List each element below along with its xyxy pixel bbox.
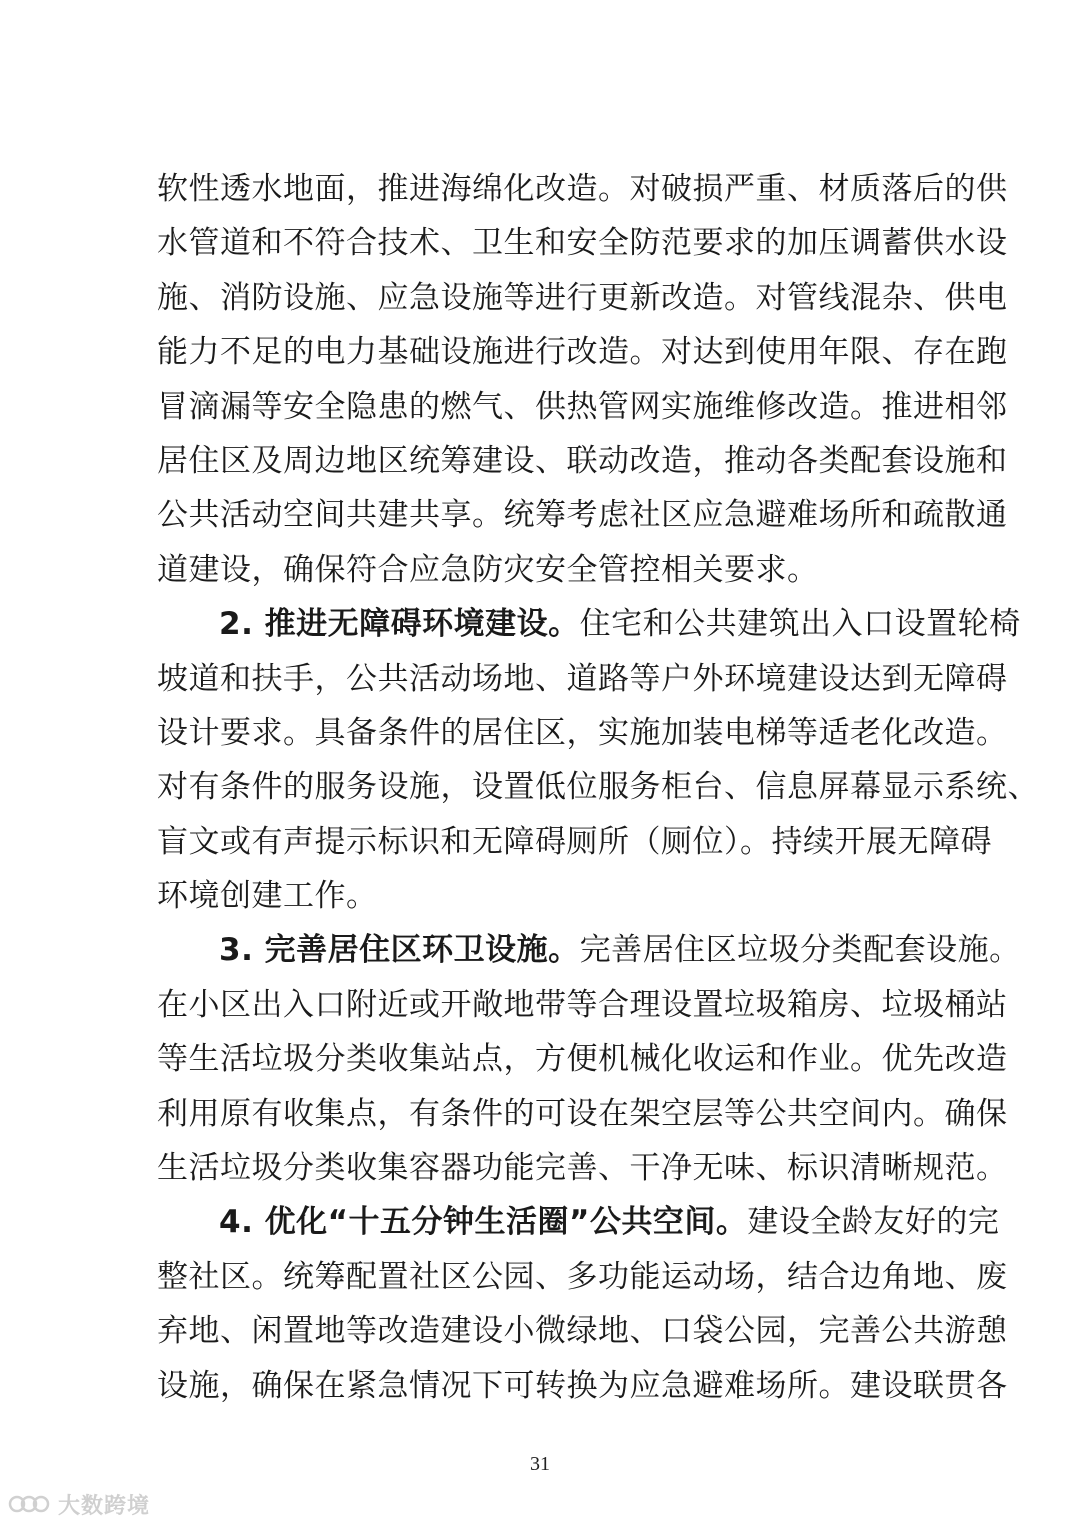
text-line: 居住区及周边地区统筹建设、联动改造，推动各类配套设施和 <box>157 442 1008 479</box>
text-span: 住宅和公共建筑出入口设置轮椅 <box>579 606 1021 643</box>
paragraph-1 <box>157 162 1008 597</box>
text-line: 水管道和不符合技术、卫生和安全防范要求的加压调蓄供水设 <box>157 225 1008 262</box>
text-line: 设施，确保在紧急情况下可转换为应急避难场所。建设联贯各 <box>157 1367 1008 1404</box>
text-line: 冒滴漏等安全隐患的燃气、供热管网实施维修改造。推进相邻 <box>157 388 1008 425</box>
text-line: 道建设，确保符合应急防灾安全管控相关要求。 <box>157 551 819 588</box>
section-heading: 2. 推进无障碍环境建设。 <box>219 606 580 643</box>
text-line: 利用原有收集点，有条件的可设在架空层等公共空间内。确保 <box>157 1095 1008 1132</box>
section-heading: 4. 优化“十五分钟生活圈”公共空间。 <box>219 1204 748 1241</box>
text-line: 弃地、闲置地等改造建设小微绿地、口袋公园，完善公共游憩 <box>157 1313 1008 1350</box>
text-line: 等生活垃圾分类收集站点，方便机械化收运和作业。优先改造 <box>157 1041 1008 1078</box>
paragraph-4 <box>157 1195 1008 1413</box>
watermark <box>8 1488 150 1520</box>
text-line: 环境创建工作。 <box>157 878 378 915</box>
text-line: 软性透水地面，推进海绵化改造。对破损严重、材质落后的供 <box>157 171 1008 207</box>
section-heading: 3. 完善居住区环卫设施。 <box>219 932 580 969</box>
text-line <box>157 1195 1000 1249</box>
text-span: 完善居住区垃圾分类配套设施。 <box>579 932 1021 969</box>
text-line: 施、消防设施、应急设施等进行更新改造。对管线混杂、供电 <box>157 279 1008 316</box>
text-line: 能力不足的电力基础设施进行改造。对达到使用年限、存在跑 <box>157 334 1008 371</box>
text-line: 设计要求。具备条件的居住区，实施加装电梯等适老化改造。 <box>157 714 1008 751</box>
text-line: 整社区。统筹配置社区公园、多功能运动场，结合边角地、废 <box>157 1258 1008 1295</box>
text-span: 建设全龄友好的完 <box>747 1204 1000 1241</box>
text-line: 在小区出入口附近或开敞地带等合理设置垃圾箱房、垃圾桶站 <box>157 986 1008 1023</box>
paragraph-2 <box>157 597 1039 923</box>
page-number: 31 <box>530 1453 550 1475</box>
text-line: 盲文或有声提示标识和无障碍厕所（厕位）。持续开展无障碍 <box>157 823 992 860</box>
text-line <box>157 597 1021 651</box>
text-line: 坡道和扶手，公共活动场地、道路等户外环境建设达到无障碍 <box>157 660 1008 697</box>
text-line: 生活垃圾分类收集容器功能完善、干净无味、标识清晰规范。 <box>157 1150 1008 1187</box>
brand-logo-icon <box>8 1491 52 1517</box>
text-line: 对有条件的服务设施，设置低位服务柜台、信息屏幕显示系统、 <box>157 769 1039 806</box>
text-line: 公共活动空间共建共享。统筹考虑社区应急避难场所和疏散通 <box>157 497 1008 534</box>
paragraph-3 <box>157 923 1021 1195</box>
watermark-text: 大数跨境 <box>58 1493 151 1519</box>
text-line <box>157 923 1021 977</box>
document-body <box>157 162 1039 1413</box>
